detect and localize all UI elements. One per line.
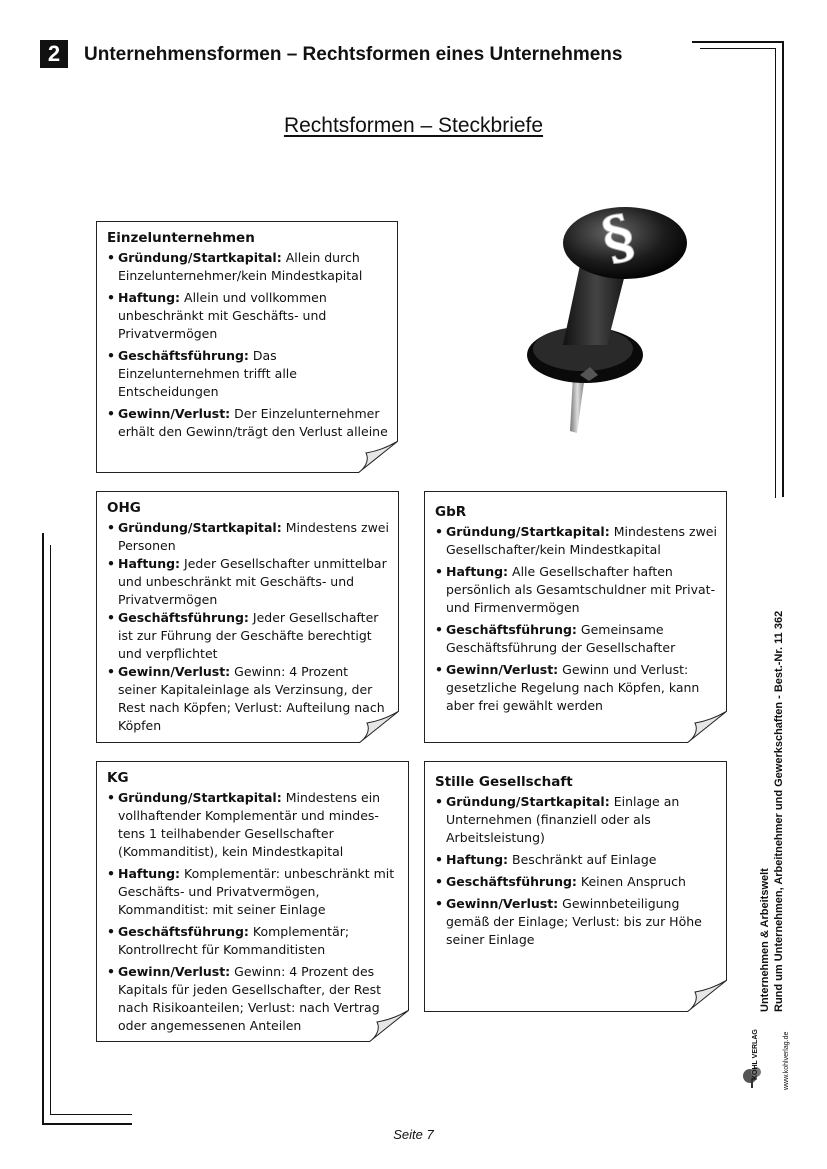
card-item: • Gründung/Startkapital: Einlage an Unternehmen (finanziell oder als Arbeitsleistung) [435, 793, 718, 847]
card-item: • Gründung/Startkapital: Mindestens zwei Gesellschafter/kein Mindestkapital [435, 523, 718, 559]
frame-line [50, 545, 51, 1115]
paragraph-pushpin-image [525, 195, 705, 440]
card-item: • Gewinn/Verlust: Gewinn: 4 Prozent seiner Kapitaleinlage als Verzinsung, der Rest nach Köpfen; Verlust: Aufteilung nach Köpfen [107, 663, 390, 735]
card-item: • Haftung: Beschränkt auf Einlage [435, 851, 718, 869]
page-title: Rechtsformen – Steckbriefe [283, 114, 544, 137]
card-title: Einzelunternehmen [107, 230, 255, 246]
card-item: • Gewinn/Verlust: Der Einzelunternehmer erhält den Gewinn/trägt den Verlust alleine [107, 405, 389, 441]
sidebar-text [758, 592, 786, 1012]
sidebar-line1: Unternehmen & Arbeitswelt [759, 868, 771, 1012]
card-item: • Gewinn/Verlust: Gewinn und Verlust: gesetzliche Regelung nach Köpfen, kann aber frei gewählt werden [435, 661, 718, 715]
card-item: • Gründung/Startkapital: Mindestens ein vollhaftender Komplementär und mindes-tens 1 teilhabender Gesellschafter (Kommanditist), kein Mindestkapital [107, 789, 400, 861]
page-number: Seite 7 [393, 1127, 434, 1142]
card-item: • Gewinn/Verlust: Gewinn: 4 Prozent des Kapitals für jeden Gesellschafter, der Rest nach Risikoanteilen; Verlust: nach Vertrag oder angemessenen Anteilen [107, 963, 400, 1035]
sidebar-line2: Rund um Unternehmen, Arbeitnehmer und Gewerkschaften - Best.-Nr. 11 362 [773, 610, 785, 1012]
frame-line [42, 1123, 132, 1125]
card-item: • Geschäftsführung: Das Einzelunternehmen trifft alle Entscheidungen [107, 347, 389, 401]
card-item: • Geschäftsführung: Jeder Gesellschafter ist zur Führung der Geschäfte berechtigt und verpflichtet [107, 609, 390, 663]
page-curl-icon [359, 711, 399, 743]
card-einzelunternehmen [96, 221, 398, 473]
card-item: • Geschäftsführung: Gemeinsame Geschäftsführung der Gesellschafter [435, 621, 718, 657]
card-item: • Geschäftsführung: Keinen Anspruch [435, 873, 718, 891]
page-curl-icon [369, 1010, 409, 1042]
page-curl-icon [358, 441, 398, 473]
card-title: GbR [435, 504, 467, 520]
frame-line [782, 41, 784, 497]
card-item: • Haftung: Alle Gesellschafter haften persönlich als Gesamtschuldner mit Privat- und Firmenvermögen [435, 563, 718, 617]
frame-line [692, 41, 784, 43]
card-title: OHG [107, 500, 141, 516]
card-item: • Haftung: Jeder Gesellschafter unmittelbar und unbeschränkt mit Geschäfts- und Privatvermögen [107, 555, 390, 609]
card-kg [96, 761, 409, 1042]
card-item: • Haftung: Komplementär: unbeschränkt mit Geschäfts- und Privatvermögen, Kommanditist: mit seiner Einlage [107, 865, 400, 919]
card-item: • Geschäftsführung: Komplementär; Kontrollrecht für Kommanditisten [107, 923, 400, 959]
frame-line [700, 48, 776, 49]
card-item: • Gründung/Startkapital: Allein durch Einzelunternehmer/kein Mindestkapital [107, 249, 389, 285]
card-title: KG [107, 770, 129, 786]
svg-text:§: § [594, 200, 642, 275]
card-title: Stille Gesellschaft [435, 774, 573, 790]
card-item: • Gewinn/Verlust: Gewinnbeteiligung gemäß der Einlage; Verlust: bis zur Höhe seiner Einlage [435, 895, 718, 949]
card-ohg [96, 491, 399, 743]
publisher-logo-text: KOHL VERLAG [752, 1029, 759, 1080]
page-curl-icon [687, 711, 727, 743]
header-title: Unternehmensformen – Rechtsformen eines Unternehmens [84, 44, 623, 65]
pushpin-icon [525, 195, 705, 440]
frame-line [50, 1114, 132, 1115]
card-item: • Haftung: Allein und vollkommen unbeschränkt mit Geschäfts- und Privatvermögen [107, 289, 389, 343]
frame-line [42, 533, 44, 1125]
page-curl-icon [687, 980, 727, 1012]
card-item: • Gründung/Startkapital: Mindestens zwei Personen [107, 519, 390, 555]
card-gbr [424, 491, 727, 743]
publisher-url: www.kohlverlag.de [783, 1031, 790, 1090]
chapter-number-badge: 2 [40, 40, 68, 68]
card-stille-gesellschaft [424, 761, 727, 1012]
